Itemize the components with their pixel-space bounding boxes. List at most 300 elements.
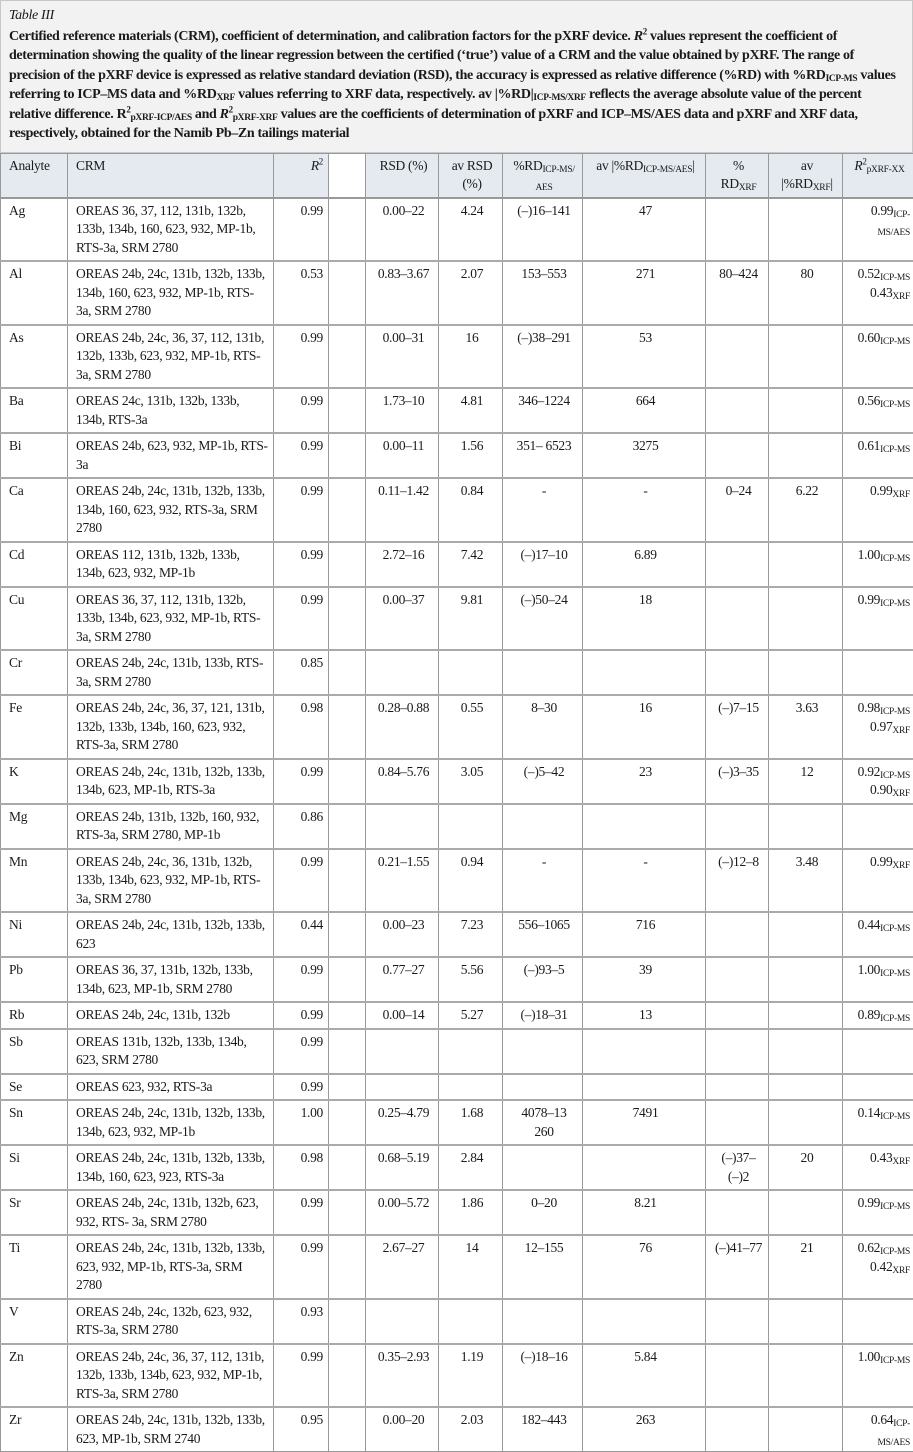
cell-r-squared: 0.99: [274, 1190, 329, 1235]
cell-analyte: Ag: [1, 198, 68, 262]
cell-analyte: Sn: [1, 1100, 68, 1145]
cell-av-rd-xrf: [769, 1407, 843, 1452]
cell-av-rd-icp: 3275: [583, 433, 706, 478]
cell-av-rd-icp: [583, 1299, 706, 1344]
cell-analyte: K: [1, 759, 68, 804]
cell-rsd: [366, 1299, 439, 1344]
cell-rd-icp: (–)18–16: [503, 1344, 583, 1408]
cell-av-rd-icp: 263: [583, 1407, 706, 1452]
cell-av-rsd: 3.05: [439, 759, 503, 804]
cell-av-rd-xrf: [769, 912, 843, 957]
cell-spacer: [329, 1145, 366, 1190]
cell-spacer: [329, 1190, 366, 1235]
cell-av-rd-icp: 47: [583, 198, 706, 262]
cell-r-squared: 0.98: [274, 1145, 329, 1190]
cell-av-rd-icp: 76: [583, 1235, 706, 1299]
cell-spacer: [329, 1344, 366, 1408]
cell-analyte: As: [1, 325, 68, 389]
table-row: [1, 759, 913, 804]
cell-av-rd-xrf: [769, 1344, 843, 1408]
cell-av-rsd: 7.23: [439, 912, 503, 957]
table-row: [1, 1344, 913, 1408]
cell-av-rd-xrf: 12: [769, 759, 843, 804]
cell-rsd: 0.00–5.72: [366, 1190, 439, 1235]
table-row: [1, 957, 913, 1002]
cell-rd-icp: (–)16–141: [503, 198, 583, 262]
table-row: [1, 1235, 913, 1299]
r-squared-value: $1.00_{ICP-MS}$: [851, 961, 910, 980]
cell-crm: OREAS 24c, 131b, 132b, 133b, 134b, RTS-3a: [68, 388, 274, 433]
cell-analyte: Zn: [1, 1344, 68, 1408]
table-row: [1, 804, 913, 849]
cell-av-rd-xrf: 6.22: [769, 478, 843, 542]
cell-rsd: 0.00–14: [366, 1002, 439, 1029]
header-rd-xrf: % $RD_{XRF}$: [706, 153, 769, 198]
cell-rd-icp: 4078–13 260: [503, 1100, 583, 1145]
cell-rd-icp: (–)93–5: [503, 957, 583, 1002]
table-row: [1, 1100, 913, 1145]
cell-rd-icp: [503, 1299, 583, 1344]
cell-av-rd-icp: 53: [583, 325, 706, 389]
cell-rd-xrf: [706, 1299, 769, 1344]
r-squared-value: $0.99_{XRF}$: [851, 482, 910, 501]
cell-av-rd-xrf: 20: [769, 1145, 843, 1190]
cell-analyte: Ba: [1, 388, 68, 433]
table-title: Table III: [9, 6, 904, 26]
cell-r-squared: 0.95: [274, 1407, 329, 1452]
cell-analyte: Si: [1, 1145, 68, 1190]
cell-spacer: [329, 695, 366, 759]
header-av-rd-xrf: av $|\%RD_{XRF}|$: [769, 153, 843, 198]
cell-crm: OREAS 623, 932, RTS-3a: [68, 1074, 274, 1101]
cell-r-squared-pxrf: [843, 650, 913, 695]
cell-analyte: Bi: [1, 433, 68, 478]
cell-r-squared: 0.99: [274, 957, 329, 1002]
header-analyte: Analyte: [1, 153, 68, 198]
table-description: Certified reference materials (CRM), coefficient of determination, and calibration factors for the pXRF device. $R^2$ values represent the coefficient of determination showing the quality of the linear regression between the certified (‘true’) value of a CRM and the value obtained by pXRF. The range of precision of the pXRF device is expressed as relative standard deviation (RSD), the accuracy is expressed as relative difference (%RD) with $\%RD_{ICP-MS}$ values referring to ICP–MS data and $\%RD_{XRF}$ values referring to XRF data, respectively. av $|\%RD|_{ICP-MS/XRF}$ reflects the average absolute value of the percent relative difference. $R^2_{pXRF-ICP/AES}$ and $R^2_{pXRF-XRF}$ values are the coefficients of determination of pXRF and ICP–MS/AES data and pXRF and XRF data, respectively, obtained for the Namib Pb–Zn tailings material: [9, 27, 904, 144]
header-av-rsd: av RSD (%): [439, 153, 503, 198]
cell-av-rd-xrf: [769, 325, 843, 389]
cell-rd-icp: 153–553: [503, 261, 583, 325]
cell-rsd: 0.11–1.42: [366, 478, 439, 542]
cell-rd-xrf: (–)7–15: [706, 695, 769, 759]
cell-av-rsd: 7.42: [439, 542, 503, 587]
r-squared-value: $0.56_{ICP-MS}$: [851, 392, 910, 411]
cell-rd-icp: 346–1224: [503, 388, 583, 433]
r-squared-value: $0.61_{ICP-MS}$: [851, 437, 910, 456]
table-row: [1, 587, 913, 651]
cell-av-rd-xrf: [769, 650, 843, 695]
cell-rsd: 0.84–5.76: [366, 759, 439, 804]
cell-r-squared: 0.99: [274, 1344, 329, 1408]
cell-av-rd-icp: 23: [583, 759, 706, 804]
cell-r-squared-pxrf: [843, 1407, 913, 1452]
cell-av-rd-icp: -: [583, 478, 706, 542]
r-squared-value: $0.98_{ICP-MS}$: [851, 699, 910, 718]
cell-crm: OREAS 24b, 24c, 131b, 132b, 623, 932, RTS- 3a, SRM 2780: [68, 1190, 274, 1235]
r-squared-value: $0.90_{XRF}$: [851, 781, 910, 800]
cell-av-rd-xrf: [769, 1002, 843, 1029]
cell-rsd: 0.28–0.88: [366, 695, 439, 759]
cell-rd-xrf: 0–24: [706, 478, 769, 542]
cell-r-squared: 0.99: [274, 478, 329, 542]
cell-spacer: [329, 325, 366, 389]
r-squared-value: $0.99_{ICP-MS/AES}$: [851, 202, 910, 239]
cell-r-squared: 0.99: [274, 1235, 329, 1299]
table-row: [1, 912, 913, 957]
cell-rd-icp: 0–20: [503, 1190, 583, 1235]
cell-spacer: [329, 1002, 366, 1029]
table-row: [1, 433, 913, 478]
table-row: [1, 695, 913, 759]
cell-av-rd-xrf: [769, 198, 843, 262]
cell-av-rsd: 1.68: [439, 1100, 503, 1145]
r-squared-value: $1.00_{ICP-MS}$: [851, 546, 910, 565]
cell-rd-xrf: (–)37–(–)2: [706, 1145, 769, 1190]
cell-analyte: Fe: [1, 695, 68, 759]
cell-av-rsd: [439, 1074, 503, 1101]
cell-av-rd-xrf: [769, 587, 843, 651]
cell-crm: OREAS 24b, 623, 932, MP-1b, RTS-3a: [68, 433, 274, 478]
cell-r-squared-pxrf: [843, 388, 913, 433]
cell-rsd: 0.77–27: [366, 957, 439, 1002]
cell-av-rd-xrf: 3.63: [769, 695, 843, 759]
cell-av-rd-icp: 271: [583, 261, 706, 325]
cell-r-squared: 0.99: [274, 587, 329, 651]
cell-rsd: 0.25–4.79: [366, 1100, 439, 1145]
cell-av-rd-icp: [583, 1145, 706, 1190]
cell-spacer: [329, 1407, 366, 1452]
cell-rd-xrf: [706, 1029, 769, 1074]
cell-av-rsd: 0.94: [439, 849, 503, 913]
cell-av-rd-xrf: 21: [769, 1235, 843, 1299]
cell-rd-icp: 182–443: [503, 1407, 583, 1452]
cell-crm: OREAS 36, 37, 131b, 132b, 133b, 134b, 623, MP-1b, SRM 2780: [68, 957, 274, 1002]
cell-av-rd-icp: 13: [583, 1002, 706, 1029]
cell-rd-xrf: [706, 388, 769, 433]
cell-crm: OREAS 24b, 24c, 131b, 132b: [68, 1002, 274, 1029]
cell-av-rd-xrf: [769, 957, 843, 1002]
table-row: [1, 1029, 913, 1074]
cell-analyte: Zr: [1, 1407, 68, 1452]
cell-r-squared-pxrf: [843, 542, 913, 587]
cell-spacer: [329, 849, 366, 913]
cell-spacer: [329, 759, 366, 804]
cell-av-rd-xrf: [769, 804, 843, 849]
cell-r-squared-pxrf: [843, 1029, 913, 1074]
cell-rd-icp: -: [503, 478, 583, 542]
cell-av-rsd: 9.81: [439, 587, 503, 651]
cell-r-squared-pxrf: [843, 912, 913, 957]
cell-av-rd-icp: 5.84: [583, 1344, 706, 1408]
cell-analyte: Mn: [1, 849, 68, 913]
cell-rsd: 1.73–10: [366, 388, 439, 433]
cell-r-squared-pxrf: [843, 1190, 913, 1235]
cell-rsd: 0.68–5.19: [366, 1145, 439, 1190]
r-squared-value: $0.14_{ICP-MS}$: [851, 1104, 910, 1123]
cell-rd-xrf: [706, 1190, 769, 1235]
cell-av-rd-icp: -: [583, 849, 706, 913]
cell-r-squared-pxrf: [843, 804, 913, 849]
crm-calibration-table: [0, 153, 913, 1452]
cell-analyte: Cu: [1, 587, 68, 651]
cell-rsd: [366, 1074, 439, 1101]
cell-rsd: [366, 804, 439, 849]
r-squared-value: $0.89_{ICP-MS}$: [851, 1006, 910, 1025]
r-squared-value: $1.00_{ICP-MS}$: [851, 1348, 910, 1367]
cell-rd-icp: 556–1065: [503, 912, 583, 957]
cell-av-rd-xrf: [769, 1190, 843, 1235]
r-squared-value: $0.97_{XRF}$: [851, 718, 910, 737]
cell-rd-icp: [503, 1074, 583, 1101]
cell-r-squared: 0.99: [274, 1029, 329, 1074]
cell-rd-icp: -: [503, 849, 583, 913]
cell-rd-xrf: [706, 325, 769, 389]
cell-r-squared: 0.99: [274, 388, 329, 433]
cell-rsd: 2.72–16: [366, 542, 439, 587]
cell-av-rd-xrf: 3.48: [769, 849, 843, 913]
cell-r-squared: 0.99: [274, 759, 329, 804]
cell-rsd: 0.00–23: [366, 912, 439, 957]
cell-crm: OREAS 24b, 24c, 131b, 132b, 133b, 134b, 160, 623, 923, RTS-3a: [68, 1145, 274, 1190]
cell-analyte: Al: [1, 261, 68, 325]
table-row: [1, 650, 913, 695]
cell-av-rd-icp: 716: [583, 912, 706, 957]
cell-r-squared-pxrf: [843, 587, 913, 651]
cell-analyte: Rb: [1, 1002, 68, 1029]
cell-av-rsd: 4.24: [439, 198, 503, 262]
cell-spacer: [329, 912, 366, 957]
cell-spacer: [329, 1100, 366, 1145]
cell-av-rsd: 5.27: [439, 1002, 503, 1029]
cell-r-squared: 0.93: [274, 1299, 329, 1344]
cell-crm: OREAS 24b, 24c, 131b, 132b, 133b, 623: [68, 912, 274, 957]
cell-av-rd-icp: 664: [583, 388, 706, 433]
r-squared-value: $0.99_{XRF}$: [851, 853, 910, 872]
cell-r-squared: 0.85: [274, 650, 329, 695]
table-row: [1, 542, 913, 587]
r-squared-value: $0.62_{ICP-MS}$: [851, 1239, 910, 1258]
cell-rd-xrf: [706, 1344, 769, 1408]
cell-av-rd-icp: [583, 804, 706, 849]
cell-analyte: Ti: [1, 1235, 68, 1299]
cell-rsd: 0.00–22: [366, 198, 439, 262]
cell-av-rsd: 2.84: [439, 1145, 503, 1190]
cell-spacer: [329, 261, 366, 325]
cell-spacer: [329, 1235, 366, 1299]
cell-r-squared-pxrf: [843, 1344, 913, 1408]
cell-crm: OREAS 36, 37, 112, 131b, 132b, 133b, 134b, 160, 623, 932, MP-1b, RTS-3a, SRM 2780: [68, 198, 274, 262]
cell-rsd: 0.00–31: [366, 325, 439, 389]
header-av-rd-icp: av $|\%RD_{ICP-MS/AES}|$: [583, 153, 706, 198]
cell-crm: OREAS 24b, 24c, 131b, 132b, 133b, 134b, 160, 623, 932, MP-1b, RTS-3a, SRM 2780: [68, 261, 274, 325]
cell-rsd: 2.67–27: [366, 1235, 439, 1299]
r-squared-value: $0.99_{ICP-MS}$: [851, 591, 910, 610]
cell-spacer: [329, 433, 366, 478]
cell-av-rsd: 2.03: [439, 1407, 503, 1452]
cell-r-squared-pxrf: [843, 1100, 913, 1145]
cell-av-rd-icp: 16: [583, 695, 706, 759]
cell-r-squared: 0.99: [274, 1074, 329, 1101]
cell-rd-icp: [503, 1145, 583, 1190]
cell-av-rsd: 2.07: [439, 261, 503, 325]
cell-av-rd-icp: 8.21: [583, 1190, 706, 1235]
header-rd-icp: $\%RD_{ICP-MS/ AES}$: [503, 153, 583, 198]
cell-av-rd-xrf: [769, 1100, 843, 1145]
cell-crm: OREAS 24b, 24c, 36, 37, 112, 131b, 132b, 133b, 134b, 623, 932, MP-1b, RTS-3a, SRM 2780: [68, 1344, 274, 1408]
cell-rd-icp: [503, 1029, 583, 1074]
r-squared-value: $0.43_{XRF}$: [851, 1149, 910, 1168]
table-row: [1, 198, 913, 262]
cell-analyte: Sb: [1, 1029, 68, 1074]
table-row: [1, 1145, 913, 1190]
cell-av-rsd: 0.84: [439, 478, 503, 542]
cell-r-squared: 0.86: [274, 804, 329, 849]
cell-r-squared: 0.99: [274, 198, 329, 262]
cell-rd-xrf: (–)12–8: [706, 849, 769, 913]
table-row: [1, 325, 913, 389]
cell-rsd: 0.00–20: [366, 1407, 439, 1452]
cell-rsd: 0.35–2.93: [366, 1344, 439, 1408]
cell-r-squared-pxrf: [843, 478, 913, 542]
cell-analyte: Pb: [1, 957, 68, 1002]
cell-r-squared-pxrf: [843, 1299, 913, 1344]
cell-crm: OREAS 24b, 24c, 131b, 132b, 133b, 134b, 623, 932, MP-1b: [68, 1100, 274, 1145]
cell-av-rsd: 1.56: [439, 433, 503, 478]
table-row: [1, 1299, 913, 1344]
cell-rd-icp: (–)38–291: [503, 325, 583, 389]
cell-rd-xrf: [706, 650, 769, 695]
cell-rd-xrf: [706, 1074, 769, 1101]
cell-av-rd-icp: [583, 1074, 706, 1101]
cell-av-rd-xrf: [769, 1299, 843, 1344]
cell-spacer: [329, 388, 366, 433]
cell-spacer: [329, 587, 366, 651]
cell-r-squared-pxrf: [843, 325, 913, 389]
cell-r-squared-pxrf: [843, 261, 913, 325]
r-squared-value: $0.60_{ICP-MS}$: [851, 329, 910, 348]
cell-analyte: Mg: [1, 804, 68, 849]
cell-crm: OREAS 24b, 24c, 36, 37, 121, 131b, 132b, 133b, 134b, 160, 623, 932, RTS-3a, SRM 2780: [68, 695, 274, 759]
r-squared-value: $0.64_{ICP-MS/AES}$: [851, 1411, 910, 1448]
cell-av-rd-icp: 7491: [583, 1100, 706, 1145]
cell-crm: OREAS 24b, 24c, 131b, 132b, 133b, 623, 932, MP-1b, RTS-3a, SRM 2780: [68, 1235, 274, 1299]
cell-av-rd-xrf: [769, 388, 843, 433]
cell-spacer: [329, 478, 366, 542]
cell-r-squared-pxrf: [843, 957, 913, 1002]
cell-analyte: Cd: [1, 542, 68, 587]
cell-av-rd-xrf: [769, 542, 843, 587]
cell-crm: OREAS 112, 131b, 132b, 133b, 134b, 623, 932, MP-1b: [68, 542, 274, 587]
cell-analyte: Cr: [1, 650, 68, 695]
cell-spacer: [329, 1029, 366, 1074]
cell-rd-xrf: [706, 198, 769, 262]
table-header-row: [1, 153, 913, 198]
cell-analyte: Se: [1, 1074, 68, 1101]
cell-rd-icp: 12–155: [503, 1235, 583, 1299]
cell-r-squared: 0.99: [274, 542, 329, 587]
cell-rsd: [366, 1029, 439, 1074]
cell-spacer: [329, 1299, 366, 1344]
cell-av-rsd: 4.81: [439, 388, 503, 433]
cell-av-rsd: 0.55: [439, 695, 503, 759]
cell-rd-xrf: [706, 587, 769, 651]
cell-analyte: Ca: [1, 478, 68, 542]
cell-rsd: [366, 650, 439, 695]
cell-r-squared: 0.99: [274, 849, 329, 913]
cell-av-rd-icp: 6.89: [583, 542, 706, 587]
cell-crm: OREAS 131b, 132b, 133b, 134b, 623, SRM 2780: [68, 1029, 274, 1074]
table-row: [1, 1074, 913, 1101]
cell-r-squared-pxrf: [843, 1235, 913, 1299]
cell-av-rd-icp: [583, 650, 706, 695]
cell-r-squared: 0.98: [274, 695, 329, 759]
r-squared-value: $0.44_{ICP-MS}$: [851, 916, 910, 935]
cell-rd-icp: (–)18–31: [503, 1002, 583, 1029]
cell-r-squared-pxrf: [843, 1002, 913, 1029]
cell-rd-xrf: [706, 912, 769, 957]
cell-rd-icp: [503, 804, 583, 849]
table-caption: [0, 0, 913, 153]
table-row: [1, 1002, 913, 1029]
cell-crm: OREAS 24b, 24c, 36, 131b, 132b, 133b, 134b, 623, 932, MP-1b, RTS-3a, SRM 2780: [68, 849, 274, 913]
r-squared-value: $0.92_{ICP-MS}$: [851, 763, 910, 782]
table-row: [1, 1190, 913, 1235]
table-row: [1, 1407, 913, 1452]
cell-r-squared: 0.44: [274, 912, 329, 957]
cell-crm: OREAS 24b, 24c, 131b, 132b, 133b, 623, MP-1b, SRM 2740: [68, 1407, 274, 1452]
cell-rd-icp: 351– 6523: [503, 433, 583, 478]
cell-rd-icp: 8–30: [503, 695, 583, 759]
cell-rd-xrf: [706, 1100, 769, 1145]
r-squared-value: $0.43_{XRF}$: [851, 284, 910, 303]
cell-spacer: [329, 542, 366, 587]
cell-av-rsd: 5.56: [439, 957, 503, 1002]
cell-av-rsd: 1.86: [439, 1190, 503, 1235]
cell-av-rsd: 16: [439, 325, 503, 389]
cell-av-rd-xrf: [769, 1074, 843, 1101]
cell-r-squared: 0.53: [274, 261, 329, 325]
cell-r-squared: 0.99: [274, 1002, 329, 1029]
cell-r-squared: 1.00: [274, 1100, 329, 1145]
header-spacer: [329, 153, 366, 198]
cell-crm: OREAS 24b, 24c, 36, 37, 112, 131b, 132b, 133b, 623, 932, MP-1b, RTS-3a, SRM 2780: [68, 325, 274, 389]
cell-rd-icp: (–)17–10: [503, 542, 583, 587]
cell-av-rsd: 1.19: [439, 1344, 503, 1408]
cell-crm: OREAS 24b, 24c, 132b, 623, 932, RTS-3a, SRM 2780: [68, 1299, 274, 1344]
cell-rd-xrf: [706, 433, 769, 478]
cell-rd-xrf: (–)41–77: [706, 1235, 769, 1299]
r-squared-value: $0.99_{ICP-MS}$: [851, 1194, 910, 1213]
cell-r-squared: 0.99: [274, 433, 329, 478]
cell-av-rd-xrf: 80: [769, 261, 843, 325]
table-row: [1, 478, 913, 542]
cell-av-rsd: [439, 804, 503, 849]
cell-av-rd-xrf: [769, 433, 843, 478]
cell-rd-icp: [503, 650, 583, 695]
cell-crm: OREAS 24b, 24c, 131b, 132b, 133b, 134b, 623, MP-1b, RTS-3a: [68, 759, 274, 804]
cell-crm: OREAS 24b, 24c, 131b, 133b, RTS-3a, SRM 2780: [68, 650, 274, 695]
cell-rd-xrf: [706, 1407, 769, 1452]
cell-analyte: V: [1, 1299, 68, 1344]
cell-rd-xrf: [706, 804, 769, 849]
header-r-squared: $R^2$: [274, 153, 329, 198]
cell-spacer: [329, 957, 366, 1002]
cell-av-rsd: 14: [439, 1235, 503, 1299]
cell-r-squared-pxrf: [843, 198, 913, 262]
cell-av-rd-icp: 39: [583, 957, 706, 1002]
cell-rd-xrf: [706, 542, 769, 587]
